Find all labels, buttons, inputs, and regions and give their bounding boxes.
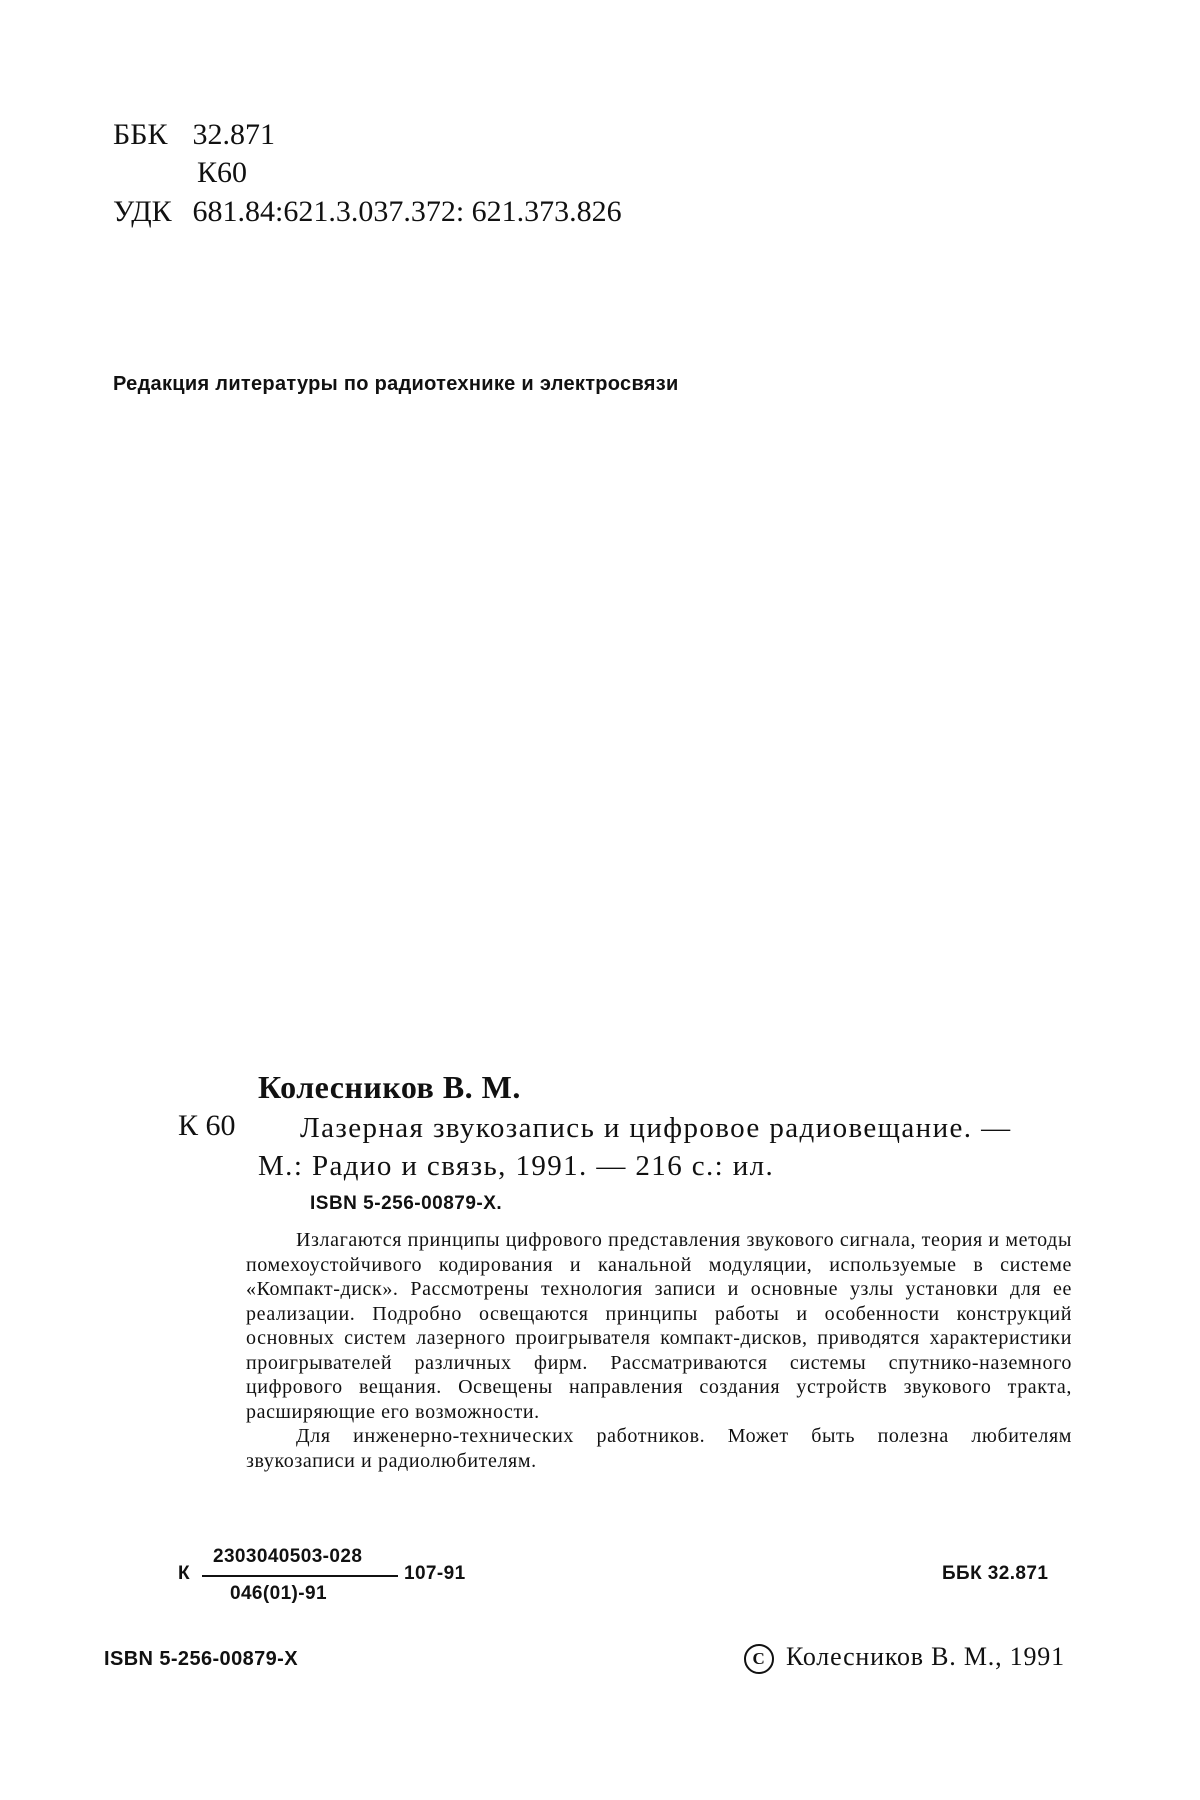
- code-numerator: 2303040503-028: [213, 1546, 363, 1567]
- udk-label: УДК: [113, 195, 172, 228]
- copyright-text: Колесников В. М., 1991: [786, 1642, 1065, 1671]
- catalog-cipher: К 60: [178, 1109, 236, 1142]
- card-isbn: ISBN 5-256-00879-X.: [310, 1193, 503, 1214]
- udk-row: [113, 193, 622, 231]
- code-prefix: К: [178, 1563, 190, 1584]
- code-denominator: 046(01)-91: [230, 1583, 327, 1604]
- title-line-1: Лазерная звукозапись и цифровое радиовещание. —: [300, 1112, 1012, 1144]
- footer-isbn: ISBN 5-256-00879-X: [104, 1648, 298, 1670]
- copyright-line: [744, 1642, 1065, 1674]
- udk-value: 681.84:621.3.037.372: 621.373.826: [192, 195, 622, 228]
- editorial-line: Редакция литературы по радиотехнике и электросвязи: [113, 373, 679, 395]
- annotation-paragraph-2: Для инженерно-технических работников. Может быть полезна любителям звукозаписи и радиолюбителям.: [246, 1425, 1072, 1472]
- annotation: [246, 1228, 1072, 1473]
- code-bbk: ББК 32.871: [942, 1563, 1049, 1584]
- title-line-2: М.: Радио и связь, 1991. — 216 с.: ил.: [258, 1150, 775, 1182]
- fraction-bar: [202, 1575, 398, 1577]
- author-name: Колесников В. М.: [258, 1069, 521, 1105]
- author-mark: К60: [197, 156, 248, 189]
- bbk-label: ББК: [113, 118, 168, 151]
- bbk-value: 32.871: [192, 118, 275, 151]
- bbk-row: [113, 116, 275, 154]
- copyright-icon: C: [744, 1644, 774, 1674]
- annotation-paragraph-1: Излагаются принципы цифрового представления звукового сигнала, теория и методы помехоустойчивого кодирования и канальной модуляции, используемые в системе «Компакт-диск». Рассмотрены технология записи и основные узлы установки для ее реализации. Подробно освещаются принципы работы и особенности конструкций основных систем лазерного проигрывателя компакт-дисков, приводятся характеристики проигрывателей различных фирм. Рассматриваются системы спутнико-наземного цифрового вещания. Освещены направления создания устройств звукового тракта, расширяющие его возможности.: [246, 1229, 1072, 1423]
- code-suffix: 107-91: [404, 1563, 466, 1584]
